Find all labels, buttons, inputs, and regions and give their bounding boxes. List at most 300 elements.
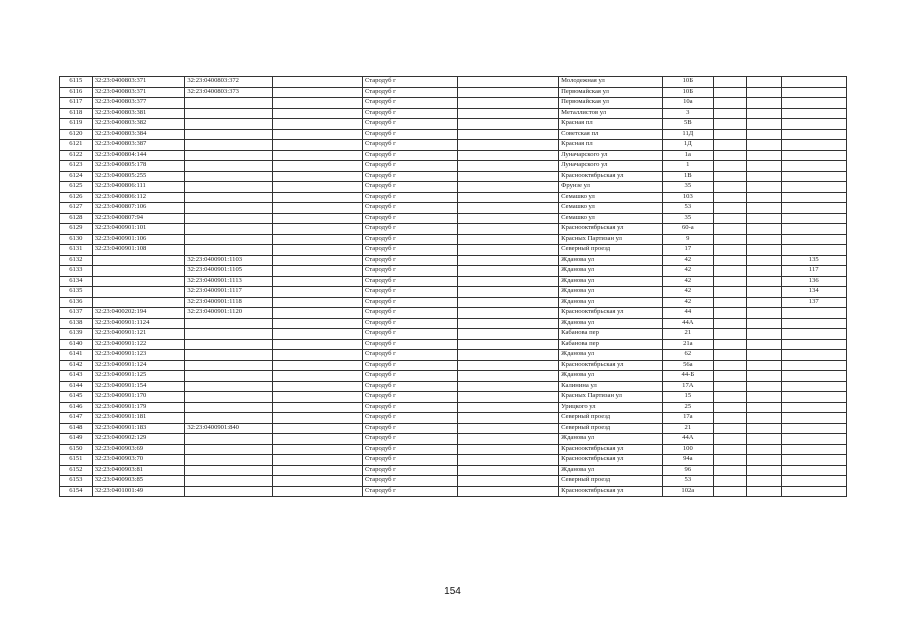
- table-row: [60, 140, 847, 151]
- apartment-number-cell: [781, 87, 847, 98]
- settlement-cell: Стародуб г: [362, 381, 457, 392]
- blank-col-4-cell: [272, 77, 362, 88]
- settlement-cell: Стародуб г: [362, 203, 457, 214]
- blank-col-4-cell: [272, 476, 362, 487]
- apartment-number-cell: [781, 371, 847, 382]
- settlement-cell: Стародуб г: [362, 87, 457, 98]
- cadastral-number-cell: 32:23:0400805:178: [92, 161, 185, 172]
- settlement-cell: Стародуб г: [362, 455, 457, 466]
- blank-col-6-cell: [457, 245, 558, 256]
- cadastral-number-cell: 32:23:0400901:125: [92, 371, 185, 382]
- blank-col-10-cell: [746, 171, 781, 182]
- related-cadastral-number-cell: [185, 161, 272, 172]
- related-cadastral-number-cell: [185, 339, 272, 350]
- blank-col-6-cell: [457, 119, 558, 130]
- settlement-cell: Стародуб г: [362, 297, 457, 308]
- row-number-cell: 6119: [60, 119, 93, 130]
- blank-col-4-cell: [272, 255, 362, 266]
- blank-col-9-cell: [713, 329, 746, 340]
- cadastral-number-cell: 32:23:0400804:144: [92, 150, 185, 161]
- cadastral-number-cell: 32:23:0400803:377: [92, 98, 185, 109]
- row-number-cell: 6144: [60, 381, 93, 392]
- related-cadastral-number-cell: [185, 182, 272, 193]
- house-number-cell: 3: [662, 108, 713, 119]
- blank-col-9-cell: [713, 182, 746, 193]
- settlement-cell: Стародуб г: [362, 213, 457, 224]
- apartment-number-cell: [781, 434, 847, 445]
- row-number-cell: 6154: [60, 486, 93, 497]
- register-body: [60, 77, 847, 497]
- street-cell: Северный проезд: [559, 423, 663, 434]
- blank-col-10-cell: [746, 245, 781, 256]
- row-number-cell: 6143: [60, 371, 93, 382]
- blank-col-6-cell: [457, 413, 558, 424]
- table-row: [60, 224, 847, 235]
- blank-col-10-cell: [746, 98, 781, 109]
- blank-col-9-cell: [713, 465, 746, 476]
- row-number-cell: 6145: [60, 392, 93, 403]
- blank-col-6-cell: [457, 98, 558, 109]
- blank-col-10-cell: [746, 234, 781, 245]
- blank-col-4-cell: [272, 213, 362, 224]
- blank-col-10-cell: [746, 255, 781, 266]
- blank-col-6-cell: [457, 455, 558, 466]
- settlement-cell: Стародуб г: [362, 140, 457, 151]
- blank-col-9-cell: [713, 350, 746, 361]
- apartment-number-cell: [781, 245, 847, 256]
- table-row: [60, 150, 847, 161]
- settlement-cell: Стародуб г: [362, 108, 457, 119]
- table-row: [60, 234, 847, 245]
- street-cell: Северный проезд: [559, 413, 663, 424]
- cadastral-number-cell: [92, 276, 185, 287]
- related-cadastral-number-cell: [185, 213, 272, 224]
- cadastral-number-cell: 32:23:0400901:179: [92, 402, 185, 413]
- blank-col-6-cell: [457, 465, 558, 476]
- blank-col-10-cell: [746, 371, 781, 382]
- row-number-cell: 6146: [60, 402, 93, 413]
- blank-col-4-cell: [272, 150, 362, 161]
- blank-col-10-cell: [746, 308, 781, 319]
- blank-col-6-cell: [457, 444, 558, 455]
- blank-col-10-cell: [746, 140, 781, 151]
- blank-col-6-cell: [457, 192, 558, 203]
- related-cadastral-number-cell: [185, 150, 272, 161]
- cadastral-number-cell: 32:23:0400901:101: [92, 224, 185, 235]
- blank-col-9-cell: [713, 339, 746, 350]
- house-number-cell: 44А: [662, 434, 713, 445]
- related-cadastral-number-cell: [185, 476, 272, 487]
- blank-col-9-cell: [713, 192, 746, 203]
- table-row: [60, 329, 847, 340]
- street-cell: Красная пл: [559, 140, 663, 151]
- house-number-cell: 21: [662, 329, 713, 340]
- blank-col-4-cell: [272, 455, 362, 466]
- blank-col-10-cell: [746, 402, 781, 413]
- settlement-cell: Стародуб г: [362, 129, 457, 140]
- table-row: [60, 476, 847, 487]
- blank-col-9-cell: [713, 203, 746, 214]
- house-number-cell: 21а: [662, 339, 713, 350]
- settlement-cell: Стародуб г: [362, 234, 457, 245]
- cadastral-number-cell: 32:23:0400803:381: [92, 108, 185, 119]
- street-cell: Жданова ул: [559, 465, 663, 476]
- street-cell: Красноoктябрьская ул: [559, 224, 663, 235]
- blank-col-9-cell: [713, 213, 746, 224]
- house-number-cell: 94а: [662, 455, 713, 466]
- blank-col-10-cell: [746, 266, 781, 277]
- related-cadastral-number-cell: [185, 455, 272, 466]
- apartment-number-cell: [781, 465, 847, 476]
- blank-col-10-cell: [746, 203, 781, 214]
- blank-col-10-cell: [746, 119, 781, 130]
- cadastral-number-cell: 32:23:0400901:154: [92, 381, 185, 392]
- table-row: [60, 266, 847, 277]
- cadastral-number-cell: 32:23:0400806:111: [92, 182, 185, 193]
- blank-col-10-cell: [746, 318, 781, 329]
- blank-col-6-cell: [457, 423, 558, 434]
- blank-col-10-cell: [746, 486, 781, 497]
- blank-col-9-cell: [713, 476, 746, 487]
- cadastral-number-cell: 32:23:0400902:129: [92, 434, 185, 445]
- blank-col-6-cell: [457, 224, 558, 235]
- row-number-cell: 6126: [60, 192, 93, 203]
- street-cell: Первомайская ул: [559, 98, 663, 109]
- house-number-cell: 10а: [662, 98, 713, 109]
- apartment-number-cell: [781, 234, 847, 245]
- apartment-number-cell: [781, 171, 847, 182]
- page-number: 154: [444, 586, 461, 597]
- table-row: [60, 486, 847, 497]
- blank-col-4-cell: [272, 140, 362, 151]
- row-number-cell: 6121: [60, 140, 93, 151]
- blank-col-4-cell: [272, 381, 362, 392]
- related-cadastral-number-cell: [185, 434, 272, 445]
- apartment-number-cell: [781, 308, 847, 319]
- settlement-cell: Стародуб г: [362, 171, 457, 182]
- blank-col-10-cell: [746, 350, 781, 361]
- apartment-number-cell: [781, 98, 847, 109]
- blank-col-6-cell: [457, 255, 558, 266]
- blank-col-9-cell: [713, 245, 746, 256]
- settlement-cell: Стародуб г: [362, 350, 457, 361]
- row-number-cell: 6138: [60, 318, 93, 329]
- related-cadastral-number-cell: [185, 224, 272, 235]
- table-row: [60, 360, 847, 371]
- blank-col-10-cell: [746, 329, 781, 340]
- apartment-number-cell: [781, 150, 847, 161]
- related-cadastral-number-cell: [185, 108, 272, 119]
- blank-col-9-cell: [713, 224, 746, 235]
- related-cadastral-number-cell: 32:23:0400803:373: [185, 87, 272, 98]
- house-number-cell: 9: [662, 234, 713, 245]
- related-cadastral-number-cell: [185, 329, 272, 340]
- row-number-cell: 6152: [60, 465, 93, 476]
- house-number-cell: 96: [662, 465, 713, 476]
- street-cell: Жданова ул: [559, 255, 663, 266]
- settlement-cell: Стародуб г: [362, 308, 457, 319]
- row-number-cell: 6115: [60, 77, 93, 88]
- blank-col-9-cell: [713, 276, 746, 287]
- blank-col-6-cell: [457, 381, 558, 392]
- house-number-cell: 15: [662, 392, 713, 403]
- cadastral-number-cell: 32:23:0400901:124: [92, 360, 185, 371]
- street-cell: Семашко ул: [559, 213, 663, 224]
- blank-col-6-cell: [457, 77, 558, 88]
- apartment-number-cell: [781, 381, 847, 392]
- house-number-cell: 10Б: [662, 77, 713, 88]
- row-number-cell: 6137: [60, 308, 93, 319]
- cadastral-number-cell: 32:23:0401001:49: [92, 486, 185, 497]
- blank-col-10-cell: [746, 77, 781, 88]
- related-cadastral-number-cell: 32:23:0400901:1117: [185, 287, 272, 298]
- blank-col-10-cell: [746, 444, 781, 455]
- house-number-cell: 62: [662, 350, 713, 361]
- blank-col-10-cell: [746, 192, 781, 203]
- blank-col-9-cell: [713, 150, 746, 161]
- blank-col-6-cell: [457, 161, 558, 172]
- table-row: [60, 245, 847, 256]
- apartment-number-cell: [781, 119, 847, 130]
- blank-col-10-cell: [746, 150, 781, 161]
- settlement-cell: Стародуб г: [362, 276, 457, 287]
- blank-col-6-cell: [457, 402, 558, 413]
- blank-col-9-cell: [713, 161, 746, 172]
- street-cell: Красных Партизан ул: [559, 234, 663, 245]
- related-cadastral-number-cell: [185, 203, 272, 214]
- row-number-cell: 6136: [60, 297, 93, 308]
- apartment-number-cell: [781, 161, 847, 172]
- house-number-cell: 17а: [662, 413, 713, 424]
- blank-col-4-cell: [272, 329, 362, 340]
- blank-col-6-cell: [457, 150, 558, 161]
- apartment-number-cell: 137: [781, 297, 847, 308]
- settlement-cell: Стародуб г: [362, 486, 457, 497]
- street-cell: Жданова ул: [559, 318, 663, 329]
- house-number-cell: 44-Б: [662, 371, 713, 382]
- apartment-number-cell: [781, 455, 847, 466]
- blank-col-6-cell: [457, 329, 558, 340]
- apartment-number-cell: [781, 402, 847, 413]
- related-cadastral-number-cell: [185, 140, 272, 151]
- table-row: [60, 444, 847, 455]
- blank-col-6-cell: [457, 182, 558, 193]
- house-number-cell: 60-а: [662, 224, 713, 235]
- row-number-cell: 6141: [60, 350, 93, 361]
- blank-col-9-cell: [713, 297, 746, 308]
- settlement-cell: Стародуб г: [362, 371, 457, 382]
- blank-col-4-cell: [272, 434, 362, 445]
- settlement-cell: Стародуб г: [362, 224, 457, 235]
- settlement-cell: Стародуб г: [362, 98, 457, 109]
- apartment-number-cell: [781, 224, 847, 235]
- street-cell: Красноoктябрьская ул: [559, 171, 663, 182]
- street-cell: Кабанова пер: [559, 339, 663, 350]
- street-cell: Красноoктябрьская ул: [559, 486, 663, 497]
- row-number-cell: 6116: [60, 87, 93, 98]
- apartment-number-cell: 135: [781, 255, 847, 266]
- settlement-cell: Стародуб г: [362, 329, 457, 340]
- blank-col-4-cell: [272, 224, 362, 235]
- blank-col-10-cell: [746, 465, 781, 476]
- related-cadastral-number-cell: [185, 402, 272, 413]
- blank-col-4-cell: [272, 266, 362, 277]
- apartment-number-cell: 134: [781, 287, 847, 298]
- blank-col-9-cell: [713, 402, 746, 413]
- cadastral-number-cell: 32:23:0400901:121: [92, 329, 185, 340]
- cadastral-number-cell: [92, 297, 185, 308]
- related-cadastral-number-cell: [185, 392, 272, 403]
- row-number-cell: 6134: [60, 276, 93, 287]
- table-row: [60, 392, 847, 403]
- street-cell: Кабанова пер: [559, 329, 663, 340]
- table-row: [60, 213, 847, 224]
- related-cadastral-number-cell: [185, 360, 272, 371]
- related-cadastral-number-cell: [185, 465, 272, 476]
- settlement-cell: Стародуб г: [362, 434, 457, 445]
- house-number-cell: 44: [662, 308, 713, 319]
- apartment-number-cell: [781, 108, 847, 119]
- table-row: [60, 129, 847, 140]
- blank-col-10-cell: [746, 339, 781, 350]
- blank-col-4-cell: [272, 161, 362, 172]
- row-number-cell: 6131: [60, 245, 93, 256]
- cadastral-number-cell: [92, 287, 185, 298]
- street-cell: Красных Партизан ул: [559, 392, 663, 403]
- cadastral-number-cell: 32:23:0400803:382: [92, 119, 185, 130]
- blank-col-6-cell: [457, 171, 558, 182]
- blank-col-4-cell: [272, 234, 362, 245]
- street-cell: Жданова ул: [559, 287, 663, 298]
- street-cell: Северный проезд: [559, 245, 663, 256]
- blank-col-6-cell: [457, 297, 558, 308]
- related-cadastral-number-cell: 32:23:0400901:1120: [185, 308, 272, 319]
- cadastral-number-cell: 32:23:0400901:108: [92, 245, 185, 256]
- blank-col-6-cell: [457, 308, 558, 319]
- house-number-cell: 42: [662, 287, 713, 298]
- apartment-number-cell: [781, 444, 847, 455]
- cadastral-number-cell: 32:23:0400803:384: [92, 129, 185, 140]
- blank-col-6-cell: [457, 266, 558, 277]
- street-cell: Калинина ул: [559, 381, 663, 392]
- cadastral-number-cell: [92, 266, 185, 277]
- apartment-number-cell: [781, 423, 847, 434]
- row-number-cell: 6127: [60, 203, 93, 214]
- related-cadastral-number-cell: [185, 234, 272, 245]
- blank-col-6-cell: [457, 350, 558, 361]
- street-cell: Красноoктябрьская ул: [559, 308, 663, 319]
- table-row: [60, 455, 847, 466]
- row-number-cell: 6120: [60, 129, 93, 140]
- street-cell: Молодежная ул: [559, 77, 663, 88]
- cadastral-number-cell: 32:23:0400806:112: [92, 192, 185, 203]
- street-cell: Жданова ул: [559, 350, 663, 361]
- cadastral-number-cell: [92, 255, 185, 266]
- blank-col-10-cell: [746, 392, 781, 403]
- cadastral-number-cell: 32:23:0400901:1124: [92, 318, 185, 329]
- street-cell: Луначарского ул: [559, 150, 663, 161]
- blank-col-9-cell: [713, 140, 746, 151]
- row-number-cell: 6148: [60, 423, 93, 434]
- street-cell: Металлистов ул: [559, 108, 663, 119]
- house-number-cell: 102а: [662, 486, 713, 497]
- settlement-cell: Стародуб г: [362, 402, 457, 413]
- blank-col-6-cell: [457, 276, 558, 287]
- blank-col-9-cell: [713, 98, 746, 109]
- blank-col-6-cell: [457, 213, 558, 224]
- table-row: [60, 192, 847, 203]
- street-cell: Красноoктябрьская ул: [559, 444, 663, 455]
- blank-col-9-cell: [713, 87, 746, 98]
- table-row: [60, 381, 847, 392]
- house-number-cell: 35: [662, 213, 713, 224]
- table-row: [60, 171, 847, 182]
- blank-col-4-cell: [272, 318, 362, 329]
- blank-col-4-cell: [272, 423, 362, 434]
- blank-col-9-cell: [713, 434, 746, 445]
- house-number-cell: 53: [662, 203, 713, 214]
- blank-col-10-cell: [746, 87, 781, 98]
- cadastral-number-cell: 32:23:0400805:255: [92, 171, 185, 182]
- table-row: [60, 203, 847, 214]
- blank-col-9-cell: [713, 486, 746, 497]
- row-number-cell: 6139: [60, 329, 93, 340]
- row-number-cell: 6130: [60, 234, 93, 245]
- settlement-cell: Стародуб г: [362, 423, 457, 434]
- related-cadastral-number-cell: [185, 171, 272, 182]
- cadastral-number-cell: 32:23:0400807:106: [92, 203, 185, 214]
- blank-col-4-cell: [272, 350, 362, 361]
- house-number-cell: 42: [662, 297, 713, 308]
- related-cadastral-number-cell: 32:23:0400901:1103: [185, 255, 272, 266]
- blank-col-6-cell: [457, 371, 558, 382]
- blank-col-9-cell: [713, 392, 746, 403]
- apartment-number-cell: [781, 329, 847, 340]
- blank-col-10-cell: [746, 476, 781, 487]
- blank-col-9-cell: [713, 360, 746, 371]
- blank-col-10-cell: [746, 224, 781, 235]
- related-cadastral-number-cell: [185, 371, 272, 382]
- row-number-cell: 6151: [60, 455, 93, 466]
- blank-col-6-cell: [457, 87, 558, 98]
- blank-col-10-cell: [746, 413, 781, 424]
- blank-col-9-cell: [713, 308, 746, 319]
- street-cell: Фрунзе ул: [559, 182, 663, 193]
- cadastral-number-cell: 32:23:0400903:70: [92, 455, 185, 466]
- table-row: [60, 402, 847, 413]
- blank-col-9-cell: [713, 444, 746, 455]
- house-number-cell: 10Б: [662, 87, 713, 98]
- blank-col-6-cell: [457, 108, 558, 119]
- row-number-cell: 6150: [60, 444, 93, 455]
- table-row: [60, 287, 847, 298]
- register-table: [59, 76, 847, 497]
- row-number-cell: 6123: [60, 161, 93, 172]
- cadastral-number-cell: 32:23:0400903:81: [92, 465, 185, 476]
- settlement-cell: Стародуб г: [362, 392, 457, 403]
- street-cell: Первомайская ул: [559, 87, 663, 98]
- blank-col-9-cell: [713, 287, 746, 298]
- street-cell: Красная пл: [559, 119, 663, 130]
- house-number-cell: 103: [662, 192, 713, 203]
- settlement-cell: Стародуб г: [362, 287, 457, 298]
- apartment-number-cell: [781, 360, 847, 371]
- street-cell: Жданова ул: [559, 297, 663, 308]
- related-cadastral-number-cell: 32:23:0400901:1118: [185, 297, 272, 308]
- row-number-cell: 6129: [60, 224, 93, 235]
- table-row: [60, 161, 847, 172]
- settlement-cell: Стародуб г: [362, 318, 457, 329]
